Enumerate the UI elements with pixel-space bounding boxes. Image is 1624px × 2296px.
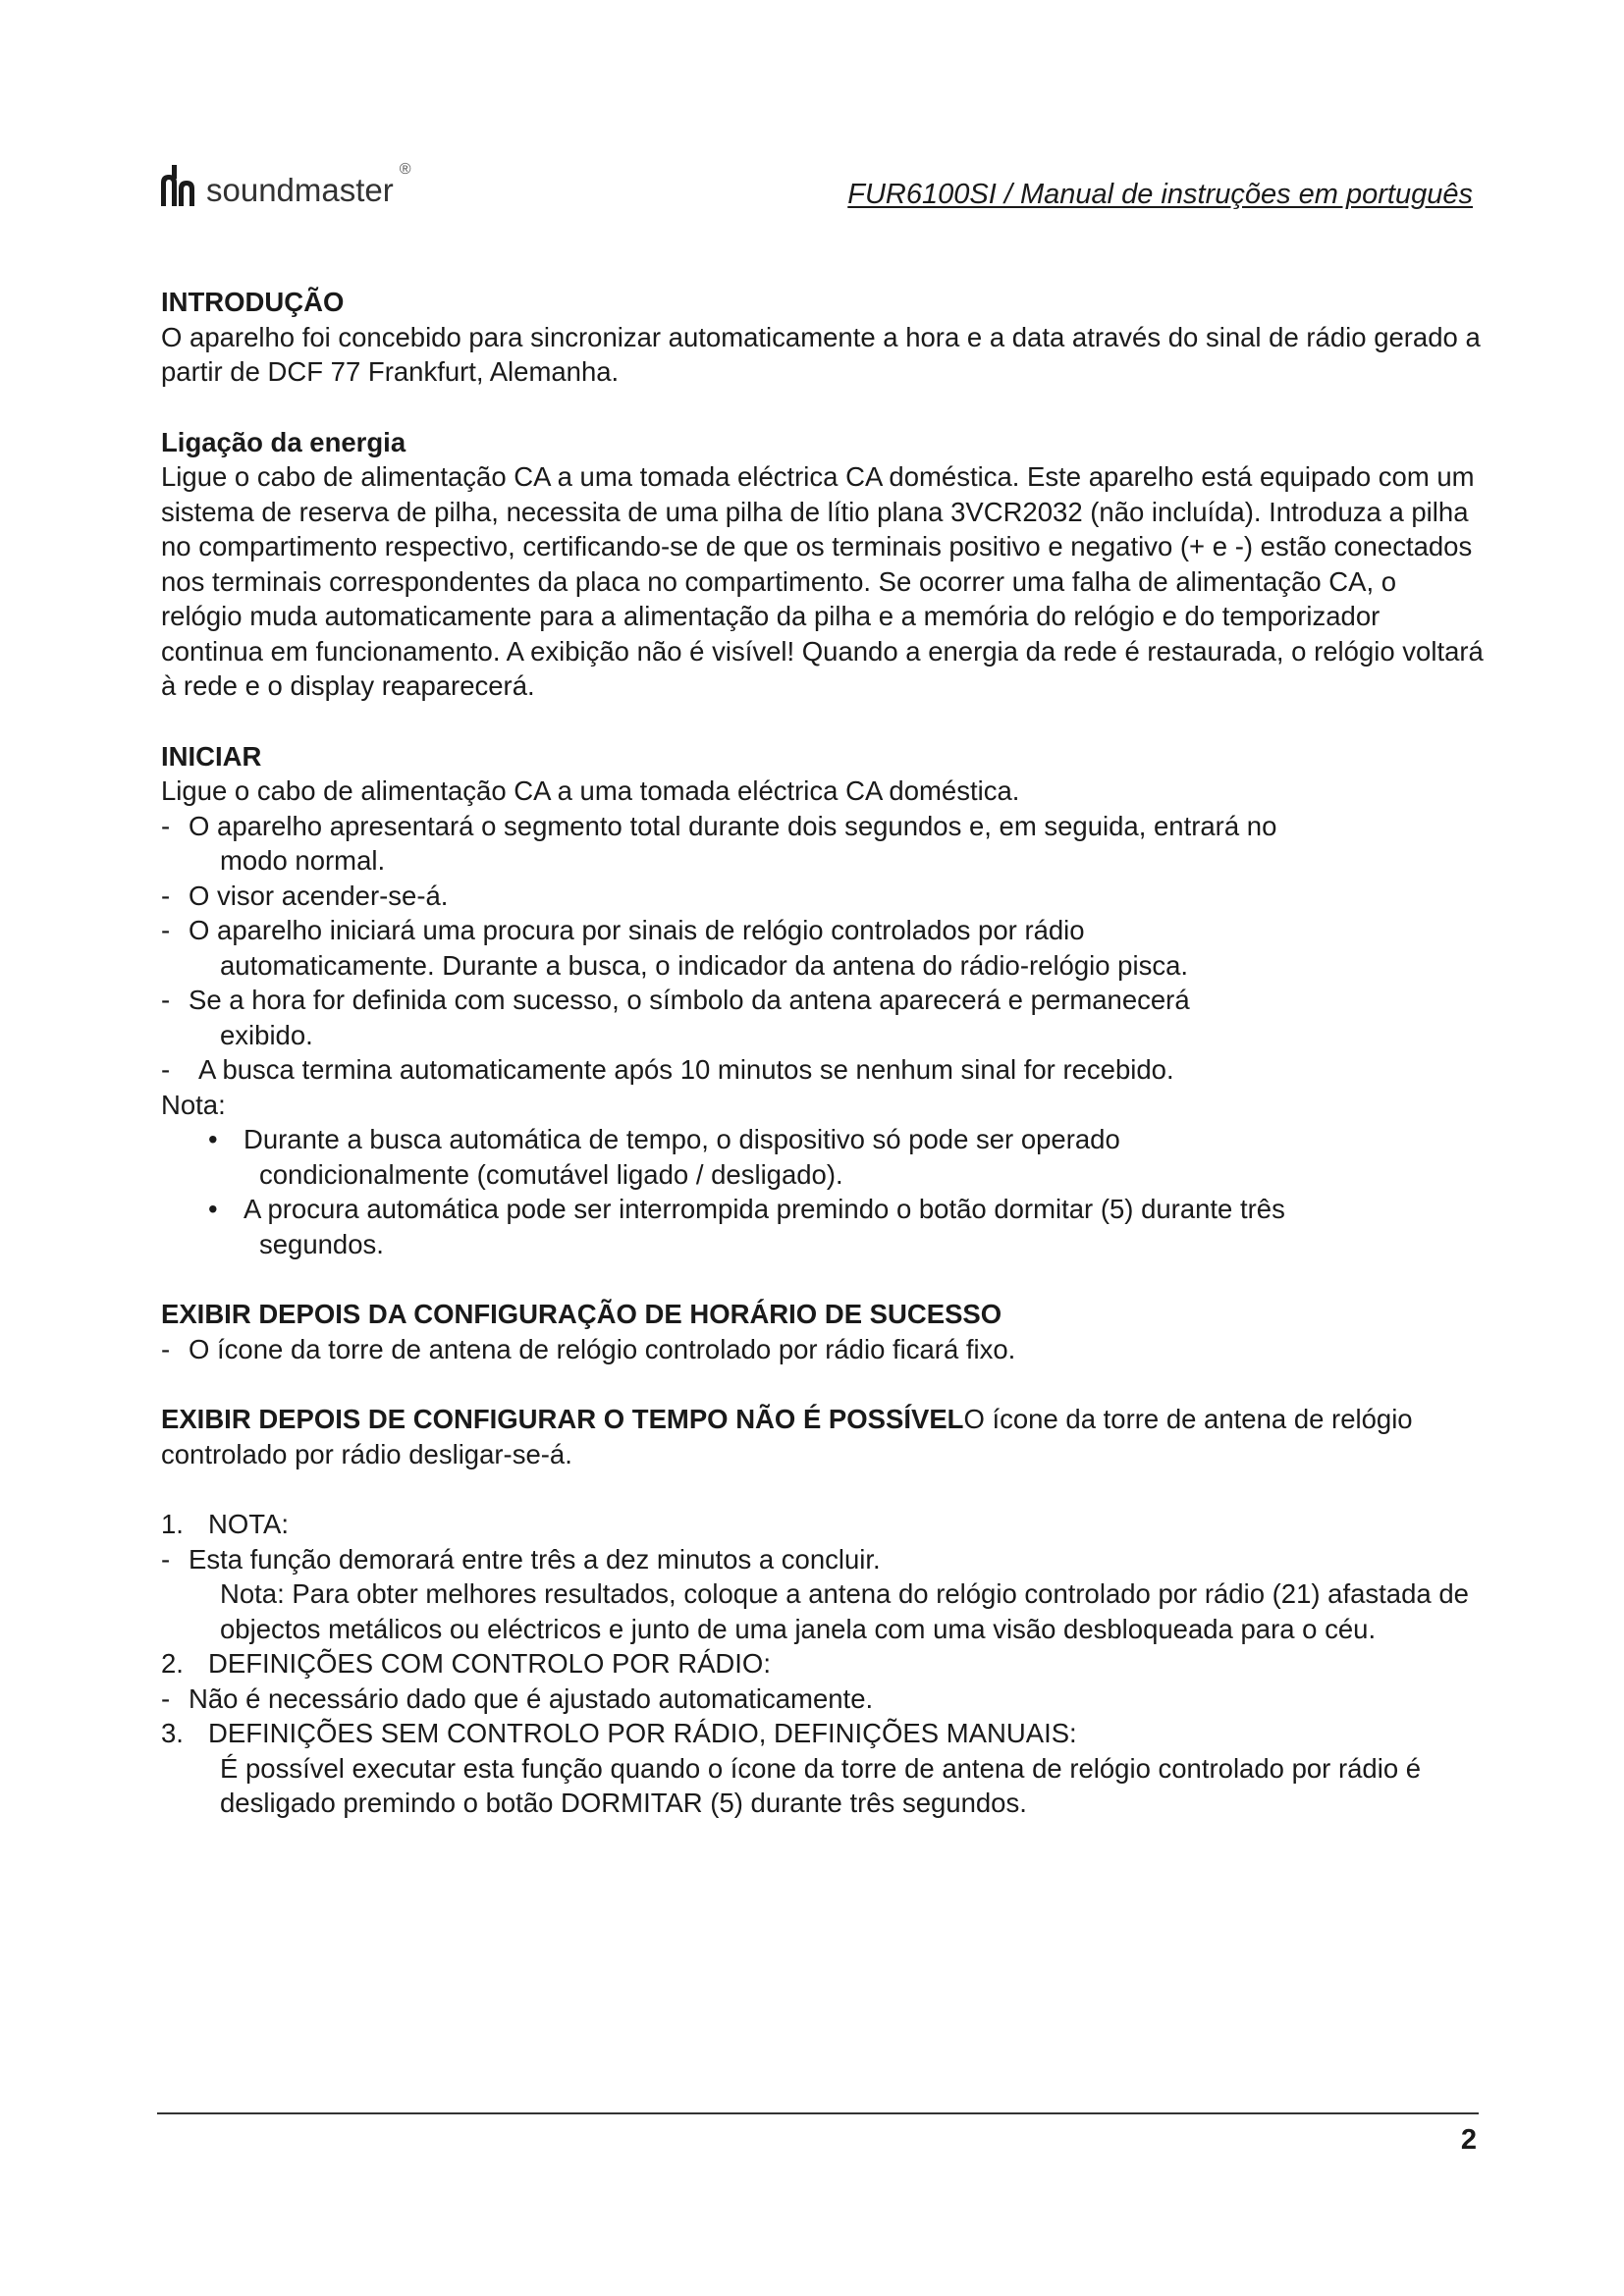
brand-logo — [157, 155, 411, 208]
registered-mark: ® — [399, 161, 411, 178]
power-heading: Ligação da energia — [161, 426, 406, 457]
brand-name: soundmaster — [206, 172, 394, 208]
note-label: Nota: — [161, 1089, 226, 1120]
display-fail-paragraph: EXIBIR DEPOIS DE CONFIGURAR O TEMPO NÃO É POSSÍVELO ícone da torre de antena de relógio controlado por rádio desligar-se-á. — [161, 1404, 1413, 1469]
display-success-heading: EXIBIR DEPOIS DA CONFIGURAÇÃO DE HORÁRIO DE SUCESSO — [161, 1299, 1002, 1329]
intro-text: O aparelho foi concebido para sincronizar automaticamente a hora e a data através do sinal de rádio gerado a partir de DCF 77 Frankfurt, Alemanha. — [161, 321, 1481, 387]
list-item: - Não é necessário dado que é ajustado automaticamente. — [161, 1682, 874, 1714]
start-intro: Ligue o cabo de alimentação CA a uma tomada eléctrica CA doméstica. — [161, 775, 1020, 806]
list-item: - O aparelho apresentará o segmento total durante dois segundos e, em seguida, entrará no modo normal. — [161, 810, 1277, 876]
list-item: - Se a hora for definida com sucesso, o símbolo da antena aparecerá e permanecerá exibido. — [161, 985, 1190, 1050]
note-bullet: • Durante a busca automática de tempo, o dispositivo só pode ser operado condicionalmente (comutável ligado / desligado). — [208, 1124, 1120, 1190]
list-item: - O ícone da torre de antena de relógio controlado por rádio ficará fixo. — [161, 1333, 1016, 1364]
step-3-text: É possível executar esta função quando o ícone da torre de antena de relógio controlado por rádio é desligado premindo o botão DORMITAR (5) durante três segundos. — [220, 1752, 1422, 1818]
start-heading: INICIAR — [161, 740, 262, 772]
step-1-note: Nota: Para obter melhores resultados, coloque a antena do relógio controlado por rádio (21) afastada de objectos metálicos ou eléctricos e junto de uma janela com uma visão desbloqueada para o céu. — [220, 1578, 1469, 1644]
list-item: - O visor acender-se-á. — [161, 880, 449, 911]
step-1: 1. NOTA: — [161, 1509, 289, 1539]
power-text: Ligue o cabo de alimentação CA a uma tomada eléctrica CA doméstica. Este aparelho está equipado com um sistema de reserva de pilha, necessita de uma pilha de lítio plana 3VCR2032 (não incluída). Introduza a pilha no compartimento respectivo, certificando-se de que os terminais positivo e negativo (+ e -) estão conectados nos terminais correspondentes da placa no compartimento. Se ocorrer uma falha de alimentação CA, o relógio muda automaticamente para a alimentação da pilha e a memória do relógio e do temporizador continua em funcionamento. A exibição não é visível! Quando a energia da rede é restaurada, o relógio voltará à rede e o display reaparecerá. — [161, 461, 1484, 701]
document-title: FUR6100SI / Manual de instruções em português — [847, 179, 1473, 210]
step-3: 3. DEFINIÇÕES SEM CONTROLO POR RÁDIO, DEFINIÇÕES MANUAIS: — [161, 1718, 1077, 1748]
intro-heading: INTRODUÇÃO — [161, 287, 345, 317]
page-content — [161, 285, 1485, 1821]
list-item: - O aparelho iniciará uma procura por sinais de relógio controlados por rádio automaticamente. Durante a busca, o indicador da antena do rádio-relógio pisca. — [161, 915, 1189, 981]
soundmaster-logo-icon — [157, 163, 202, 208]
list-item: - Esta função demorará entre três a dez minutos a concluir. — [161, 1543, 881, 1575]
display-fail-heading: EXIBIR DEPOIS DE CONFIGURAR O TEMPO NÃO É POSSÍVEL — [161, 1404, 964, 1434]
footer-divider — [157, 2112, 1479, 2114]
page-number: 2 — [1460, 2124, 1477, 2156]
note-bullet: • A procura automática pode ser interrompida premindo o botão dormitar (5) durante três segundos. — [208, 1194, 1285, 1259]
list-item: - A busca termina automaticamente após 10 minutos se nenhum sinal for recebido. — [161, 1054, 1174, 1085]
step-2: 2. DEFINIÇÕES COM CONTROLO POR RÁDIO: — [161, 1648, 771, 1679]
